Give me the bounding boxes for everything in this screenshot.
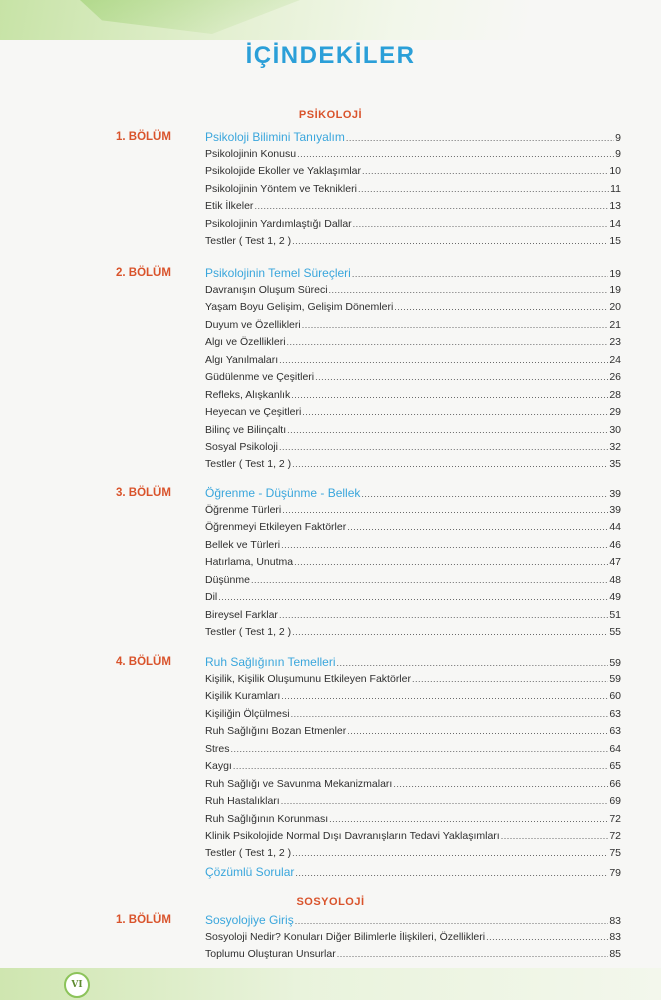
toc-page-number: 20 <box>609 301 621 314</box>
dot-leader <box>352 269 608 279</box>
toc-entry-title: Öğrenme - Düşünme - Bellek <box>205 486 361 500</box>
toc-entry <box>205 778 621 795</box>
dot-leader <box>297 149 614 159</box>
toc-page-number: 83 <box>609 915 621 927</box>
dot-leader <box>292 459 608 469</box>
toc-page-number: 75 <box>609 847 621 860</box>
toc-page-number: 59 <box>609 657 621 669</box>
toc-entry-title: Hatırlama, Unutma <box>205 556 294 569</box>
toc-entry-title: Psikolojide Ekoller ve Yaklaşımlar <box>205 165 362 178</box>
toc-page-number: 85 <box>609 948 621 961</box>
toc-entry <box>205 301 621 318</box>
dot-leader <box>233 761 608 771</box>
toc-entry <box>205 218 621 235</box>
top-decorative-band <box>0 0 661 40</box>
toc-entry <box>205 336 621 353</box>
toc-page-number: 63 <box>609 725 621 738</box>
dot-leader <box>302 407 608 417</box>
toc-entry-title: Sosyoloji Nedir? Konuları Diğer Bilimlerle İlişkileri, Özellikleri <box>205 930 486 943</box>
toc-entry-title: Testler ( Test 1, 2 ) <box>205 458 292 471</box>
toc-entry-title: Testler ( Test 1, 2 ) <box>205 626 292 639</box>
chapter-label: 1. BÖLÜM <box>116 131 171 143</box>
section-heading: SOSYOLOJİ <box>296 896 365 908</box>
toc-page-number: 65 <box>609 760 621 773</box>
toc-entry-title: Ruh Sağlığının Korunması <box>205 812 329 825</box>
toc-entry-title: Heyecan ve Çeşitleri <box>205 406 302 419</box>
page-title: İÇİNDEKİLER <box>245 42 416 69</box>
toc-page-number: 59 <box>609 672 621 685</box>
toc-entry-title: Davranışın Oluşum Süreci <box>205 283 328 296</box>
toc-entry <box>205 521 621 538</box>
dot-leader <box>287 337 609 347</box>
toc-page-number: 72 <box>609 812 621 825</box>
dot-leader <box>291 390 608 400</box>
toc-entry <box>205 148 621 165</box>
toc-entry <box>205 165 621 182</box>
toc-entry-title: Kişilik Kuramları <box>205 690 281 703</box>
toc-page-number: 63 <box>609 707 621 720</box>
toc-entry-title: Çözümlü Sorular <box>205 864 295 879</box>
dot-leader <box>315 372 608 382</box>
dot-leader <box>218 592 608 602</box>
toc-entry-title: Bellek ve Türleri <box>205 538 281 551</box>
toc-entry-title: Stres <box>205 742 230 755</box>
toc-page-number: 23 <box>609 336 621 349</box>
toc-entry-title: Bilinç ve Bilinçaltı <box>205 423 287 436</box>
toc-page-number: 26 <box>609 371 621 384</box>
dot-leader <box>346 133 614 143</box>
toc-entry <box>205 708 621 725</box>
toc-entry <box>205 847 621 864</box>
dot-leader <box>412 674 608 684</box>
toc-page-number: 39 <box>609 488 621 500</box>
toc-page-number: 30 <box>609 423 621 436</box>
chapter-label: 2. BÖLÜM <box>116 267 171 279</box>
dot-leader <box>281 796 609 806</box>
toc-page-number: 10 <box>609 165 621 178</box>
dot-leader <box>353 219 609 229</box>
toc-entry-title: Psikoloji Bilimini Tanıyalım <box>205 130 345 144</box>
dot-leader <box>347 522 608 532</box>
toc-entry-title: Testler ( Test 1, 2 ) <box>205 235 292 248</box>
toc-page-number: 48 <box>609 573 621 586</box>
toc-entry <box>205 760 621 777</box>
bottom-decorative-band <box>0 968 661 1000</box>
toc-entry <box>205 948 621 965</box>
toc-entry-title: Kaygı <box>205 760 232 773</box>
toc-page-number: 55 <box>609 626 621 639</box>
toc-entry-title: Güdülenme ve Çeşitleri <box>205 371 315 384</box>
toc-entry-title: Psikolojinin Yöntem ve Teknikleri <box>205 182 357 195</box>
dot-leader <box>295 916 609 926</box>
toc-entry <box>205 441 621 458</box>
toc-entry <box>205 200 621 217</box>
toc-page-number: 19 <box>609 268 621 280</box>
toc-page-number: 49 <box>609 591 621 604</box>
toc-entry-title: Öğrenme Türleri <box>205 503 282 516</box>
toc-entry <box>205 319 621 336</box>
toc-entry <box>205 504 621 521</box>
toc-entry-title: Algı ve Özellikleri <box>205 336 286 349</box>
toc-entry <box>205 539 621 556</box>
toc-entry <box>205 424 621 441</box>
dot-leader <box>362 166 608 176</box>
toc-entry <box>205 609 621 626</box>
chapter-entry <box>205 130 621 147</box>
dot-leader <box>337 949 609 959</box>
toc-entry-title: Ruh Sağlığını Bozan Etmenler <box>205 725 347 738</box>
toc-entry-title: Toplumu Oluşturan Unsurlar <box>205 948 336 961</box>
toc-entry-title: Psikolojinin Konusu <box>205 147 297 160</box>
chapter-entry <box>205 655 621 672</box>
toc-entry-title: Sosyal Psikoloji <box>205 441 278 453</box>
toc-entry <box>205 743 621 760</box>
toc-entry-title: Refleks, Alışkanlık <box>205 388 291 401</box>
dot-leader <box>295 868 608 878</box>
chapter-label: 3. BÖLÜM <box>116 487 171 499</box>
toc-entry-title: Yaşam Boyu Gelişim, Gelişim Dönemleri <box>205 301 394 314</box>
dot-leader <box>281 540 608 550</box>
toc-entry-title: Sosyolojiye Giriş <box>205 913 294 927</box>
dot-leader <box>294 557 608 567</box>
dot-leader <box>231 744 609 754</box>
toc-entry-title: Dil <box>205 591 218 604</box>
toc-page-number: 35 <box>609 458 621 471</box>
toc-entry <box>205 813 621 830</box>
dot-leader <box>287 425 608 435</box>
toc-entry <box>205 389 621 406</box>
toc-entry <box>205 354 621 371</box>
toc-entry <box>205 690 621 707</box>
toc-entry-title: Psikolojinin Temel Süreçleri <box>205 266 351 280</box>
toc-page-number: 66 <box>609 777 621 790</box>
toc-page-number: 64 <box>609 742 621 755</box>
chapter-entry <box>205 486 621 503</box>
dot-leader <box>329 285 609 295</box>
toc-entry <box>205 235 621 252</box>
toc-entry-title: Öğrenmeyi Etkileyen Faktörler <box>205 521 347 534</box>
dot-leader <box>251 575 608 585</box>
toc-page-number: 83 <box>609 930 621 943</box>
toc-entry <box>205 371 621 388</box>
toc-page-number: 15 <box>609 235 621 248</box>
chapter-label: 4. BÖLÜM <box>116 656 171 668</box>
chapter-label: 1. BÖLÜM <box>116 914 171 926</box>
dot-leader <box>282 505 608 515</box>
dot-leader <box>279 442 608 452</box>
toc-entry <box>205 458 621 475</box>
dot-leader <box>292 848 608 858</box>
toc-entry <box>205 673 621 690</box>
toc-entry-title: Duyum ve Özellikleri <box>205 318 301 331</box>
section-heading: PSİKOLOJİ <box>298 109 363 121</box>
toc-page-number: 9 <box>615 132 621 144</box>
page-number-badge: VI <box>64 972 90 998</box>
dot-leader <box>291 709 609 719</box>
toc-page-number: 9 <box>615 147 621 160</box>
toc-page-number: 24 <box>609 353 621 366</box>
toc-entry <box>205 591 621 608</box>
dot-leader <box>347 726 608 736</box>
dot-leader <box>393 779 608 789</box>
dot-leader <box>394 302 608 312</box>
toc-page-number: 72 <box>609 830 621 842</box>
dot-leader <box>254 201 608 211</box>
toc-page-number: 13 <box>609 200 621 213</box>
dot-leader <box>486 932 608 942</box>
toc-entry-title: Etik İlkeler <box>205 200 254 213</box>
toc-entry <box>205 556 621 573</box>
dot-leader <box>329 814 608 824</box>
dot-leader <box>279 355 608 365</box>
toc-entry <box>205 406 621 423</box>
toc-page-number: 69 <box>609 795 621 808</box>
toc-page-number: 29 <box>609 406 621 419</box>
toc-page-number: 39 <box>609 503 621 516</box>
toc-entry-title: Ruh Hastalıkları <box>205 795 280 808</box>
toc-entry <box>205 931 621 948</box>
toc-entry-title: Psikolojinin Yardımlaştığı Dallar <box>205 217 352 230</box>
toc-page-number: 51 <box>609 608 621 621</box>
dot-leader <box>281 691 608 701</box>
toc-page-number: 14 <box>609 217 621 230</box>
toc-entry-title: Kişilik, Kişilik Oluşumunu Etkileyen Faktörler <box>205 672 411 685</box>
toc-entry <box>205 574 621 591</box>
toc-entry <box>205 183 621 200</box>
dot-leader <box>358 184 609 194</box>
chapter-entry <box>205 913 621 930</box>
toc-entry <box>205 725 621 742</box>
dot-leader <box>292 236 608 246</box>
dot-leader <box>279 610 608 620</box>
dot-leader <box>302 320 609 330</box>
dot-leader <box>337 658 609 668</box>
toc-entry-title: Testler ( Test 1, 2 ) <box>205 847 292 860</box>
toc-entry <box>205 626 621 643</box>
solved-questions-entry <box>205 865 621 882</box>
toc-entry <box>205 795 621 812</box>
toc-page-number: 47 <box>609 556 621 569</box>
toc-page-number: 19 <box>609 283 621 296</box>
toc-entry-title: Düşünme <box>205 573 250 586</box>
toc-page-number: 79 <box>609 866 621 879</box>
toc-entry-title: Algı Yanılmaları <box>205 353 279 366</box>
toc-entry-title: Bireysel Farklar <box>205 608 278 621</box>
dot-leader <box>361 489 608 499</box>
chapter-entry <box>205 266 621 283</box>
toc-page-number: 28 <box>609 388 621 401</box>
toc-entry <box>205 284 621 301</box>
toc-page-number: 11 <box>610 182 621 195</box>
toc-entry-title: Klinik Psikolojide Normal Dışı Davranışların Tedavi Yaklaşımları <box>205 830 500 842</box>
toc-entry-title: Kişiliğin Ölçülmesi <box>205 707 290 720</box>
toc-entry <box>205 830 621 847</box>
dot-leader <box>501 831 609 841</box>
toc-entry-title: Ruh Sağlığının Temelleri <box>205 655 336 669</box>
toc-page-number: 21 <box>609 318 621 331</box>
toc-page-number: 46 <box>609 538 621 551</box>
toc-page-number: 32 <box>609 441 621 453</box>
toc-page-number: 44 <box>609 521 621 534</box>
dot-leader <box>292 627 608 637</box>
toc-entry-title: Ruh Sağlığı ve Savunma Mekanizmaları <box>205 777 393 790</box>
toc-page-number: 60 <box>609 690 621 703</box>
